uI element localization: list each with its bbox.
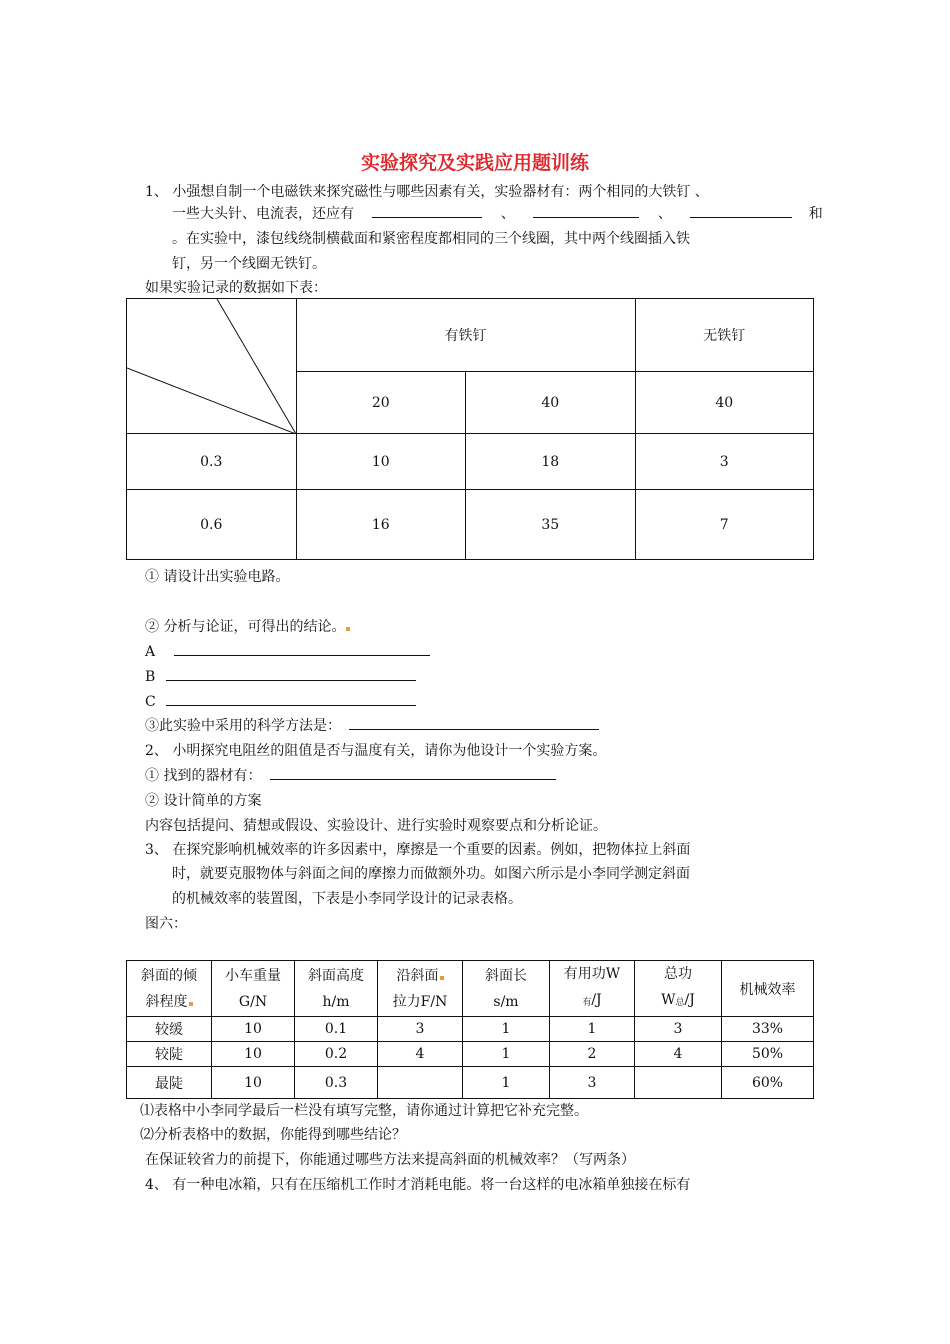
header-force-line1-text: 沿斜面 — [396, 967, 439, 984]
header-useful-work-line2 — [550, 987, 634, 1016]
header-height-line1: 斜面高度 — [308, 967, 364, 984]
cell: 3 — [550, 1067, 635, 1099]
header-useful-work-line1: 有用功W — [563, 966, 621, 982]
table-row — [127, 1017, 814, 1042]
cell: 0.2 — [295, 1042, 378, 1067]
cell: 10 — [212, 1042, 295, 1067]
separator-2: 、 — [657, 206, 672, 222]
total-w: W — [661, 992, 676, 1008]
q1-line4: 钉，另一个线圈无铁钉。 — [172, 256, 326, 272]
answer-blank-1[interactable] — [372, 203, 482, 218]
conclusion-a — [145, 641, 430, 660]
answer-blank-b[interactable] — [166, 666, 416, 681]
label-c: C — [145, 694, 156, 710]
cell: 较陡 — [127, 1042, 212, 1067]
value-cell: 35 — [466, 490, 636, 560]
header-height — [295, 961, 378, 1017]
edit-mark — [440, 976, 444, 980]
turns-cell: 20 — [296, 372, 466, 434]
diagonal-header-cell — [127, 299, 297, 434]
cell: 较缓 — [127, 1017, 212, 1042]
table-row — [127, 434, 814, 490]
header-incline-line2 — [127, 989, 211, 1015]
conclusion-c — [145, 691, 416, 710]
cell: 1 — [463, 1067, 550, 1099]
header-row — [127, 961, 814, 1017]
header-force — [378, 961, 463, 1017]
header-weight-line2: G/N — [238, 993, 268, 1010]
q4-line1: 4、 有一种电冰箱，只有在压缩机工作时才消耗电能。将一台这样的电冰箱单独接在标有 — [145, 1177, 691, 1193]
diagonal-lines — [127, 299, 296, 434]
q3-line1: 3、 在探究影响机械效率的许多因素中，摩擦是一个重要的因素。例如，把物体拉上斜面 — [145, 842, 691, 858]
total-unit: /J — [684, 992, 695, 1008]
value-cell: 3 — [635, 434, 813, 490]
useful-subscript: 有 — [582, 998, 592, 1008]
q3-line2: 时，就要克服物体与斜面之间的摩擦力而做额外功。如图六所示是小李同学测定斜面 — [172, 866, 690, 882]
q1-item3 — [145, 715, 599, 735]
q2-line1: 2、 小明探究电阻丝的阻值是否与温度有关，请你为他设计一个实验方案。 — [145, 743, 607, 759]
answer-blank-c[interactable] — [166, 691, 416, 706]
cell: 10 — [212, 1017, 295, 1042]
answer-blank-2[interactable] — [533, 203, 639, 218]
cell: 最陡 — [127, 1067, 212, 1099]
page-title: 实验探究及实践应用题训练 — [360, 152, 589, 174]
cell: 1 — [550, 1017, 635, 1042]
header-force-line1 — [378, 963, 462, 989]
label-a: A — [145, 644, 156, 660]
header-useful-work — [550, 961, 635, 1017]
and-word: 和 — [808, 206, 823, 222]
current-cell: 0.3 — [127, 434, 297, 490]
cell: 10 — [212, 1067, 295, 1099]
table-row — [127, 1067, 814, 1099]
header-efficiency: 机械效率 — [722, 961, 814, 1017]
header-incline-line2-text: 斜程度 — [145, 993, 188, 1010]
q1-item2 — [145, 616, 350, 636]
q1-item2-text: ② 分析与论证，可得出的结论。 — [145, 619, 346, 635]
q3-item2: ⑵分析表格中的数据，你能得到哪些结论？ — [140, 1127, 406, 1143]
cell: 3 — [378, 1017, 463, 1042]
cell: 1 — [463, 1017, 550, 1042]
value-cell: 10 — [296, 434, 466, 490]
efficiency-table — [126, 960, 814, 1099]
label-b: B — [145, 669, 156, 685]
without-nail-header: 无铁钉 — [635, 299, 813, 372]
cell: 50% — [722, 1042, 814, 1067]
header-incline-line1: 斜面的倾 — [141, 967, 197, 984]
q1-item3-text: ③此实验中采用的科学方法是： — [145, 718, 341, 734]
q2-note: 内容包括提问、猜想或假设、实验设计、进行实验时观察要点和分析论证。 — [145, 818, 607, 834]
q3-item3: 在保证较省力的前提下，你能通过哪些方法来提高斜面的机械效率？（写两条） — [145, 1152, 635, 1168]
total-subscript: 总 — [675, 998, 685, 1008]
cell: 3 — [635, 1017, 722, 1042]
header-length-line1: 斜面长 — [485, 967, 527, 984]
header-length-line2: s/m — [493, 993, 519, 1010]
q2-item1 — [145, 765, 556, 785]
cell: 0.1 — [295, 1017, 378, 1042]
current-cell: 0.6 — [127, 490, 297, 560]
header-length — [463, 961, 550, 1017]
table-row — [127, 1042, 814, 1067]
cell: 60% — [722, 1067, 814, 1099]
q1-line1: 1、 小强想自制一个电磁铁来探究磁性与哪些因素有关，实验器材有：两个相同的大铁钉 、 — [145, 184, 709, 200]
q2-item1-text: ① 找到的器材有： — [145, 768, 262, 784]
header-weight — [212, 961, 295, 1017]
cell: 33% — [722, 1017, 814, 1042]
cell: 4 — [378, 1042, 463, 1067]
useful-unit: /J — [591, 992, 602, 1008]
cell: 2 — [550, 1042, 635, 1067]
turns-cell: 40 — [635, 372, 813, 434]
header-weight-line1: 小车重量 — [225, 967, 281, 984]
q2-item2: ② 设计简单的方案 — [145, 793, 262, 809]
cell: 0.3 — [295, 1067, 378, 1099]
edit-mark — [189, 1002, 193, 1006]
with-nail-header: 有铁钉 — [296, 299, 635, 372]
conclusion-b — [145, 666, 416, 685]
separator-1: 、 — [500, 206, 515, 222]
value-cell: 18 — [466, 434, 636, 490]
header-total-work — [635, 961, 722, 1017]
answer-blank-equipment[interactable] — [270, 765, 556, 780]
turns-cell: 40 — [466, 372, 636, 434]
q1-line2-prefix: 一些大头针、电流表，还应有 — [172, 206, 354, 222]
value-cell: 16 — [296, 490, 466, 560]
cell: 1 — [463, 1042, 550, 1067]
header-total-work-line2 — [635, 987, 721, 1016]
empty-force-cell[interactable] — [378, 1067, 463, 1099]
empty-total-work-cell[interactable] — [635, 1067, 722, 1099]
header-total-work-line1: 总功 — [664, 966, 692, 982]
answer-blank-a[interactable] — [174, 641, 430, 656]
header-incline — [127, 961, 212, 1017]
q3-line3: 的机械效率的装置图，下表是小李同学设计的记录表格。 — [172, 891, 522, 907]
cell: 4 — [635, 1042, 722, 1067]
value-cell: 7 — [635, 490, 813, 560]
q1-line3: 。在实验中，漆包线绕制横截面和紧密程度都相同的三个线圈，其中两个线圈插入铁 — [172, 231, 690, 247]
figure-label: 图六： — [145, 916, 187, 932]
table-row — [127, 490, 814, 560]
electromagnet-table — [126, 298, 814, 560]
q1-line2 — [172, 203, 823, 223]
edit-mark — [346, 627, 350, 631]
q3-item1: ⑴表格中小李同学最后一栏没有填写完整，请你通过计算把它补充完整。 — [140, 1103, 588, 1119]
q1-item1: ① 请设计出实验电路。 — [145, 569, 290, 585]
answer-blank-3[interactable] — [690, 203, 792, 218]
header-force-line2: 拉力F/N — [392, 993, 448, 1010]
answer-blank-method[interactable] — [349, 715, 599, 730]
table-intro: 如果实验记录的数据如下表： — [145, 280, 327, 296]
header-height-line2: h/m — [322, 993, 350, 1010]
